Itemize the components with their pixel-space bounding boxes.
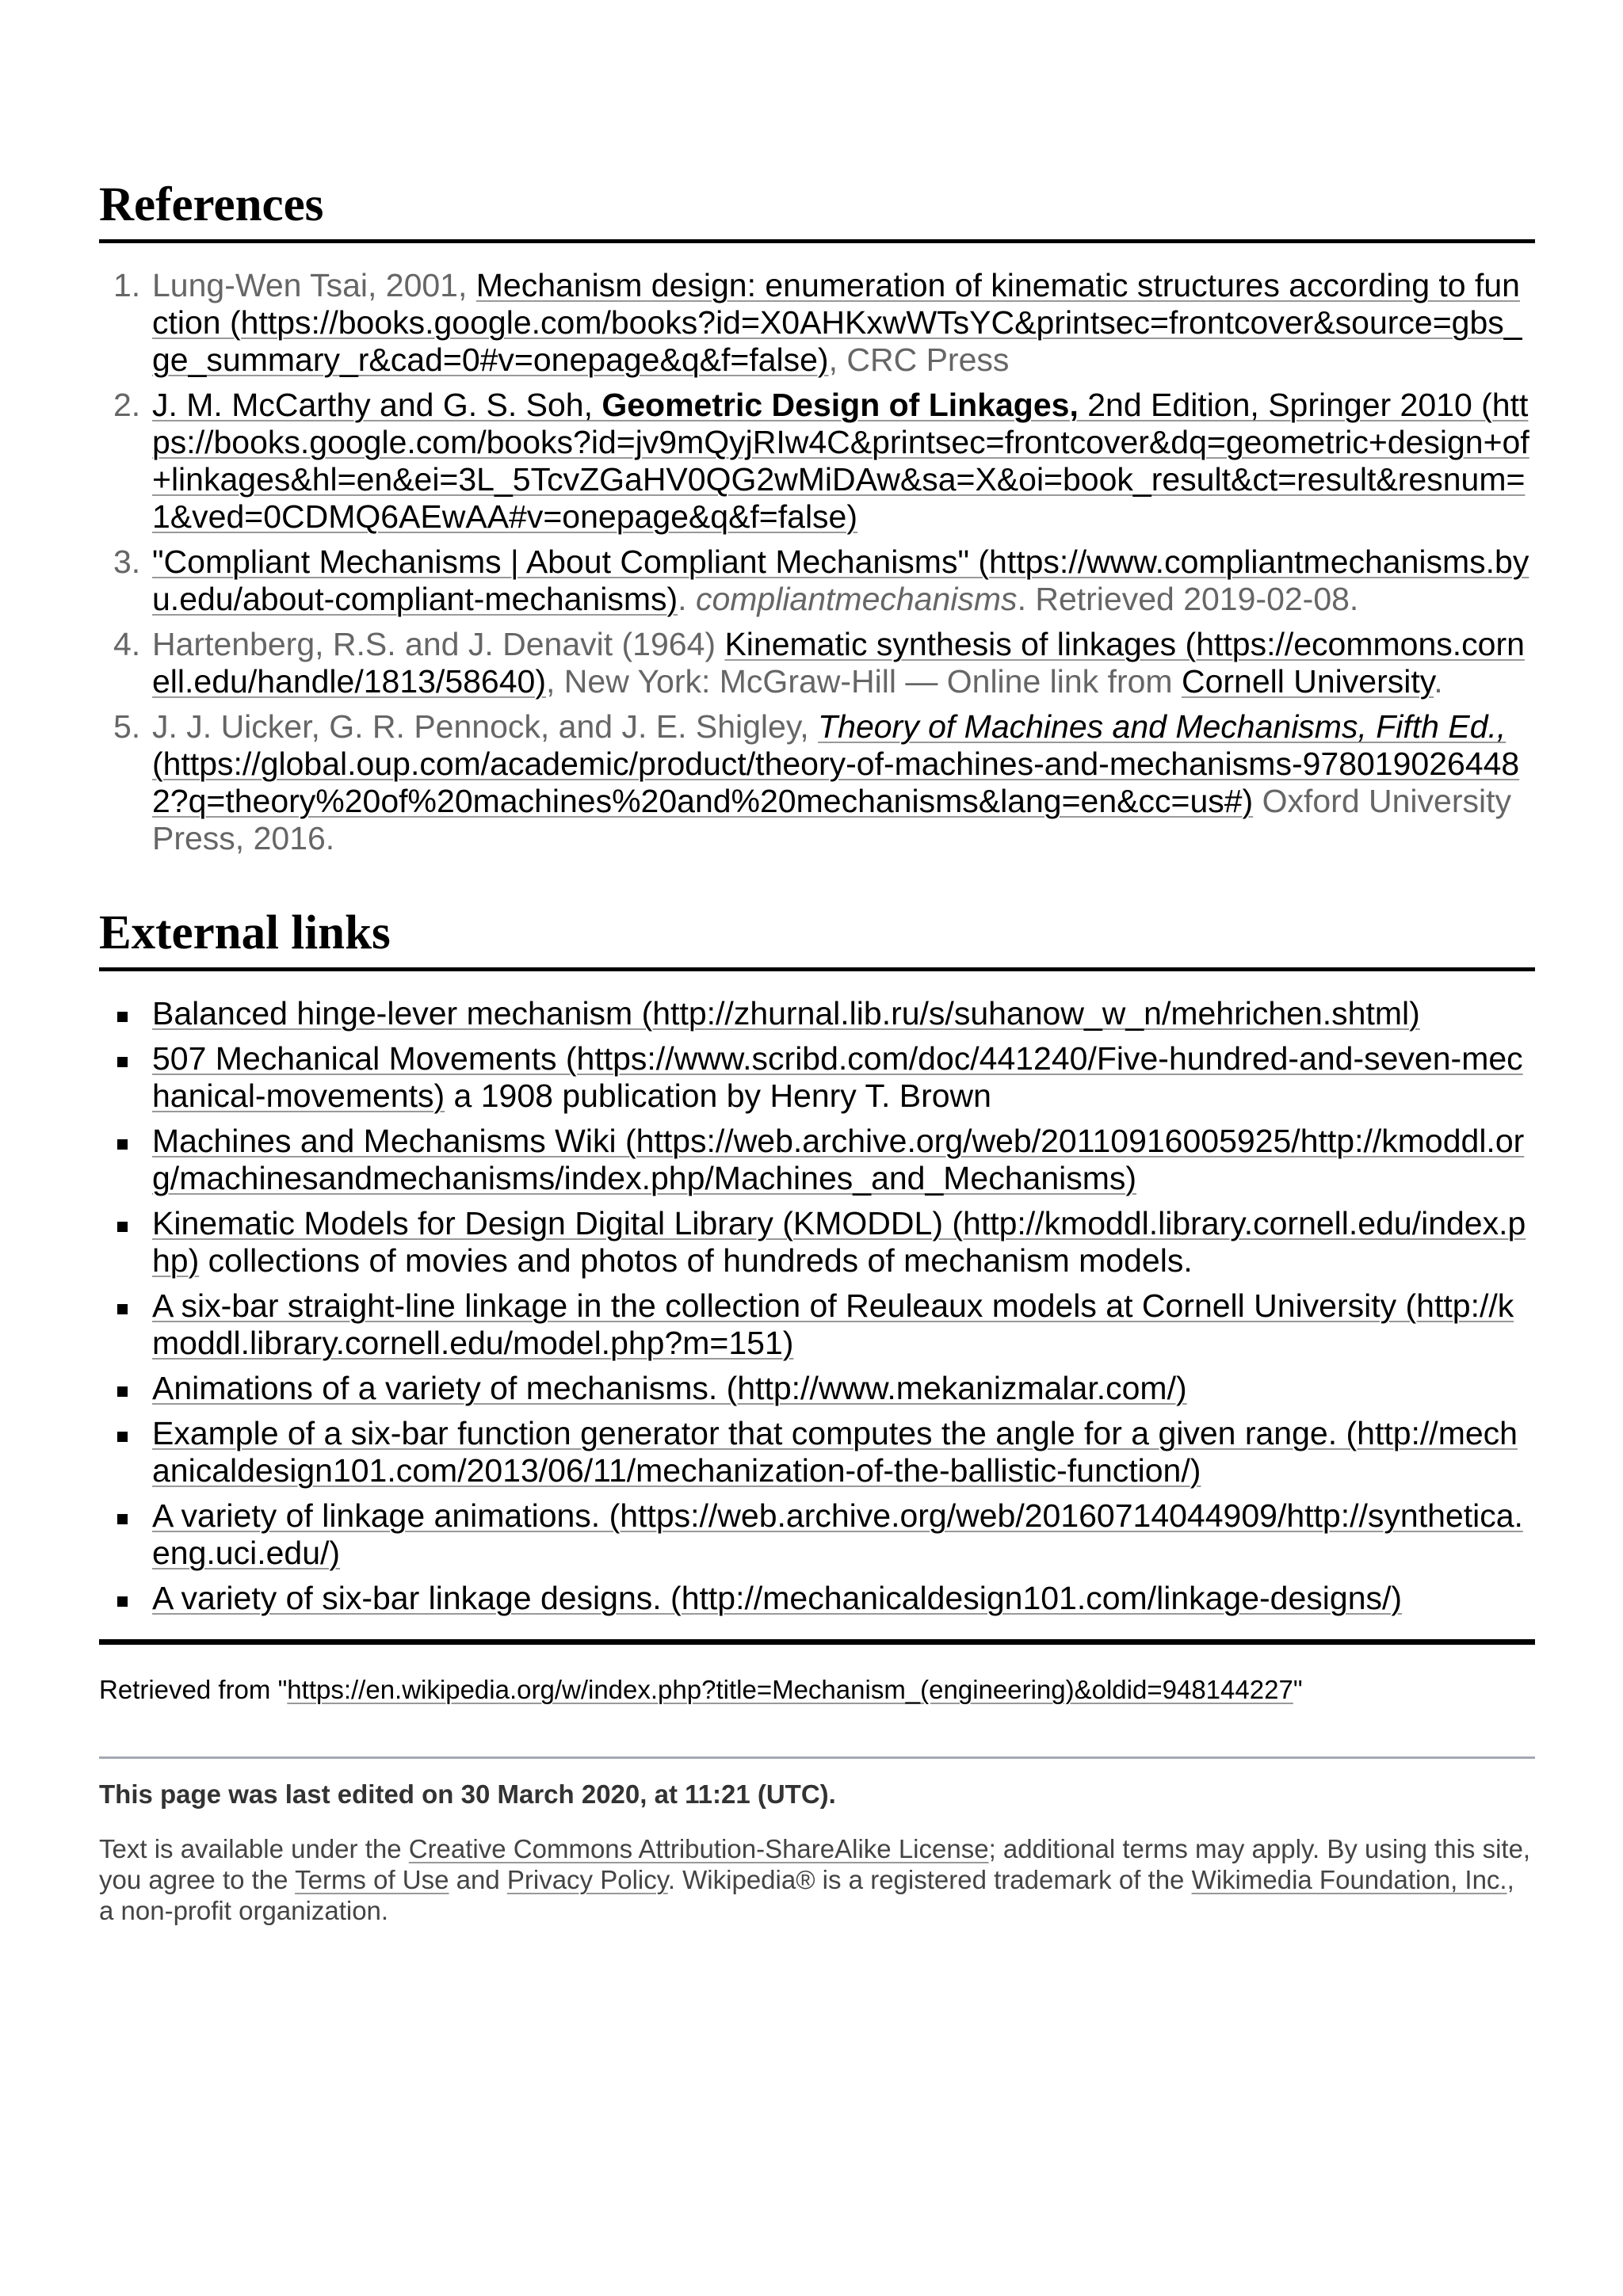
license-text-part: and <box>449 1865 507 1895</box>
wikimedia-foundation-link[interactable]: Wikimedia Foundation, Inc. <box>1191 1865 1507 1895</box>
external-link[interactable]: A variety of six-bar linkage designs. (http://mechanicaldesign101.com/linkage-designs/) <box>152 1580 1403 1617</box>
reference-link[interactable]: Mechanism design: enumeration of kinematic structures according to function (https://books.google.com/books?id=X0AHKxwWTsYC&printsec=frontcover&source=gbs_ge_summary_r&cad=0#v=onepage&q&f=false) <box>152 267 1522 379</box>
reference-link-title: Geometric Design of Linkages, <box>601 387 1079 424</box>
external-link-item <box>99 1497 1535 1572</box>
reference-link-authors: J. M. McCarthy and G. S. Soh, <box>152 387 602 424</box>
reference-separator: . <box>678 581 696 618</box>
external-link-item <box>99 1040 1535 1115</box>
reference-author: Hartenberg, R.S. and J. Denavit (1964) <box>152 626 725 663</box>
reference-publisher: , New York: McGraw-Hill — Online link from <box>546 663 1182 700</box>
external-link[interactable]: Example of a six-bar function generator that computes the angle for a given range. (http://mechanicaldesign101.com/2013/06/11/mechanization-of-the-ballistic-function/) <box>152 1415 1518 1489</box>
cc-license-link[interactable]: Creative Commons Attribution-ShareAlike License <box>408 1834 989 1864</box>
license-text-part: Text is available under the <box>99 1834 409 1864</box>
license-text-part: , a non-profit organization. <box>99 1865 1514 1926</box>
permanent-link[interactable]: https://en.wikipedia.org/w/index.php?title=Mechanism_(engineering)&oldid=948144227 <box>287 1675 1293 1705</box>
license-text-part: ; additional terms may apply. By using this site, you agree to the <box>99 1834 1531 1895</box>
external-link-item <box>99 1123 1535 1197</box>
reference-publisher: Oxford University Press, 2016. <box>152 783 1512 857</box>
page-content <box>99 178 1535 1926</box>
external-link-note: collections of movies and photos of hundreds of mechanism models. <box>199 1242 1193 1280</box>
last-edited-text: This page was last edited on 30 March 2020, at 11:21 (UTC). <box>99 1779 836 1810</box>
reference-publisher: , CRC Press <box>828 341 1010 379</box>
cornell-university-link[interactable]: Cornell University <box>1181 663 1434 700</box>
reference-link-rest: (https://global.oup.com/academic/product/theory-of-machines-and-mechanisms-9780190264482?q=theory%20of%20machines%20and%20mechanisms&lang=en&cc=us#) <box>152 746 1520 820</box>
external-link[interactable]: Machines and Mechanisms Wiki (https://web.archive.org/web/20110916005925/http://kmoddl.org/machinesandmechanisms/index.php/Machines_and_Mechanisms) <box>152 1123 1525 1197</box>
external-link-item <box>99 1580 1535 1617</box>
external-link[interactable]: Animations of a variety of mechanisms. (http://www.mekanizmalar.com/) <box>152 1370 1187 1407</box>
external-link-item <box>99 1205 1535 1280</box>
external-link-item <box>99 1415 1535 1489</box>
reference-link-title: Theory of Machines and Mechanisms, Fifth Ed., <box>818 708 1507 746</box>
reference-item-1 <box>99 267 1535 379</box>
reference-item-3 <box>99 543 1535 618</box>
external-link-item <box>99 995 1535 1032</box>
external-links-list <box>99 995 1535 1617</box>
external-link-item <box>99 1287 1535 1362</box>
external-link[interactable]: A six-bar straight-line linkage in the collection of Reuleaux models at Cornell University (http://kmoddl.library.cornell.edu/model.php?m=151) <box>152 1287 1514 1362</box>
terms-of-use-link[interactable]: Terms of Use <box>295 1865 449 1895</box>
reference-website: compliantmechanisms <box>695 581 1018 618</box>
license-text <box>99 1833 1535 1926</box>
external-link[interactable]: 507 Mechanical Movements (https://www.scribd.com/doc/441240/Five-hundred-and-seven-mechanical-movements) <box>152 1040 1523 1115</box>
reference-number: 5. <box>113 708 141 746</box>
retrieved-prefix: Retrieved from " <box>99 1675 288 1705</box>
reference-number: 3. <box>113 543 141 581</box>
reference-number: 4. <box>113 626 141 663</box>
license-text-part: . Wikipedia® is a registered trademark of the <box>667 1865 1192 1895</box>
retrieved-from <box>99 1673 1535 1707</box>
external-link-note: a 1908 publication by Henry T. Brown <box>445 1077 991 1115</box>
external-link[interactable]: Balanced hinge-lever mechanism (http://zhurnal.lib.ru/s/suhanow_w_n/mehrichen.shtml) <box>152 995 1420 1032</box>
external-link[interactable]: A variety of linkage animations. (https://web.archive.org/web/20160714044909/http://synthetica.eng.uci.edu/) <box>152 1497 1523 1572</box>
reference-retrieved: . Retrieved 2019-02-08. <box>1017 581 1359 618</box>
reference-number: 2. <box>113 387 141 424</box>
privacy-policy-link[interactable]: Privacy Policy <box>506 1865 668 1895</box>
reference-item-4 <box>99 626 1535 700</box>
reference-item-2 <box>99 387 1535 536</box>
reference-end: . <box>1434 663 1443 700</box>
reference-link-rest: 2nd Edition, Springer 2010 (https://books.google.com/books?id=jv9mQyjRIw4C&printsec=frontcover&dq=geometric+design+of+linkages&hl=en&ei=3L_5TcvZGaHV0QG2wMiDAw&sa=X&oi=book_result&ct=result&resnum=1&ved=0CDMQ6AEwAA#v=onepage&q&f=false) <box>152 387 1529 536</box>
reference-link[interactable] <box>152 387 1529 535</box>
external-links-heading: External links <box>99 906 1535 971</box>
external-link-item <box>99 1370 1535 1407</box>
references-heading: References <box>99 178 1535 243</box>
retrieved-suffix: " <box>1293 1675 1303 1705</box>
content-end-divider <box>99 1639 1535 1645</box>
external-link[interactable]: Kinematic Models for Design Digital Library (KMODDL) (http://kmoddl.library.cornell.edu/index.php) <box>152 1205 1526 1280</box>
reference-number: 1. <box>113 267 141 304</box>
footer-divider <box>99 1756 1535 1759</box>
reference-link[interactable]: "Compliant Mechanisms | About Compliant Mechanisms" (https://www.compliantmechanisms.byu.edu/about-compliant-mechanisms) <box>152 543 1529 618</box>
references-list <box>99 267 1535 857</box>
reference-author: Lung-Wen Tsai, 2001, <box>152 267 476 304</box>
reference-link[interactable]: Kinematic synthesis of linkages (https://ecommons.cornell.edu/handle/1813/58640) <box>152 626 1525 700</box>
reference-author: J. J. Uicker, G. R. Pennock, and J. E. Shigley, <box>152 708 819 746</box>
reference-item-5 <box>99 708 1535 857</box>
